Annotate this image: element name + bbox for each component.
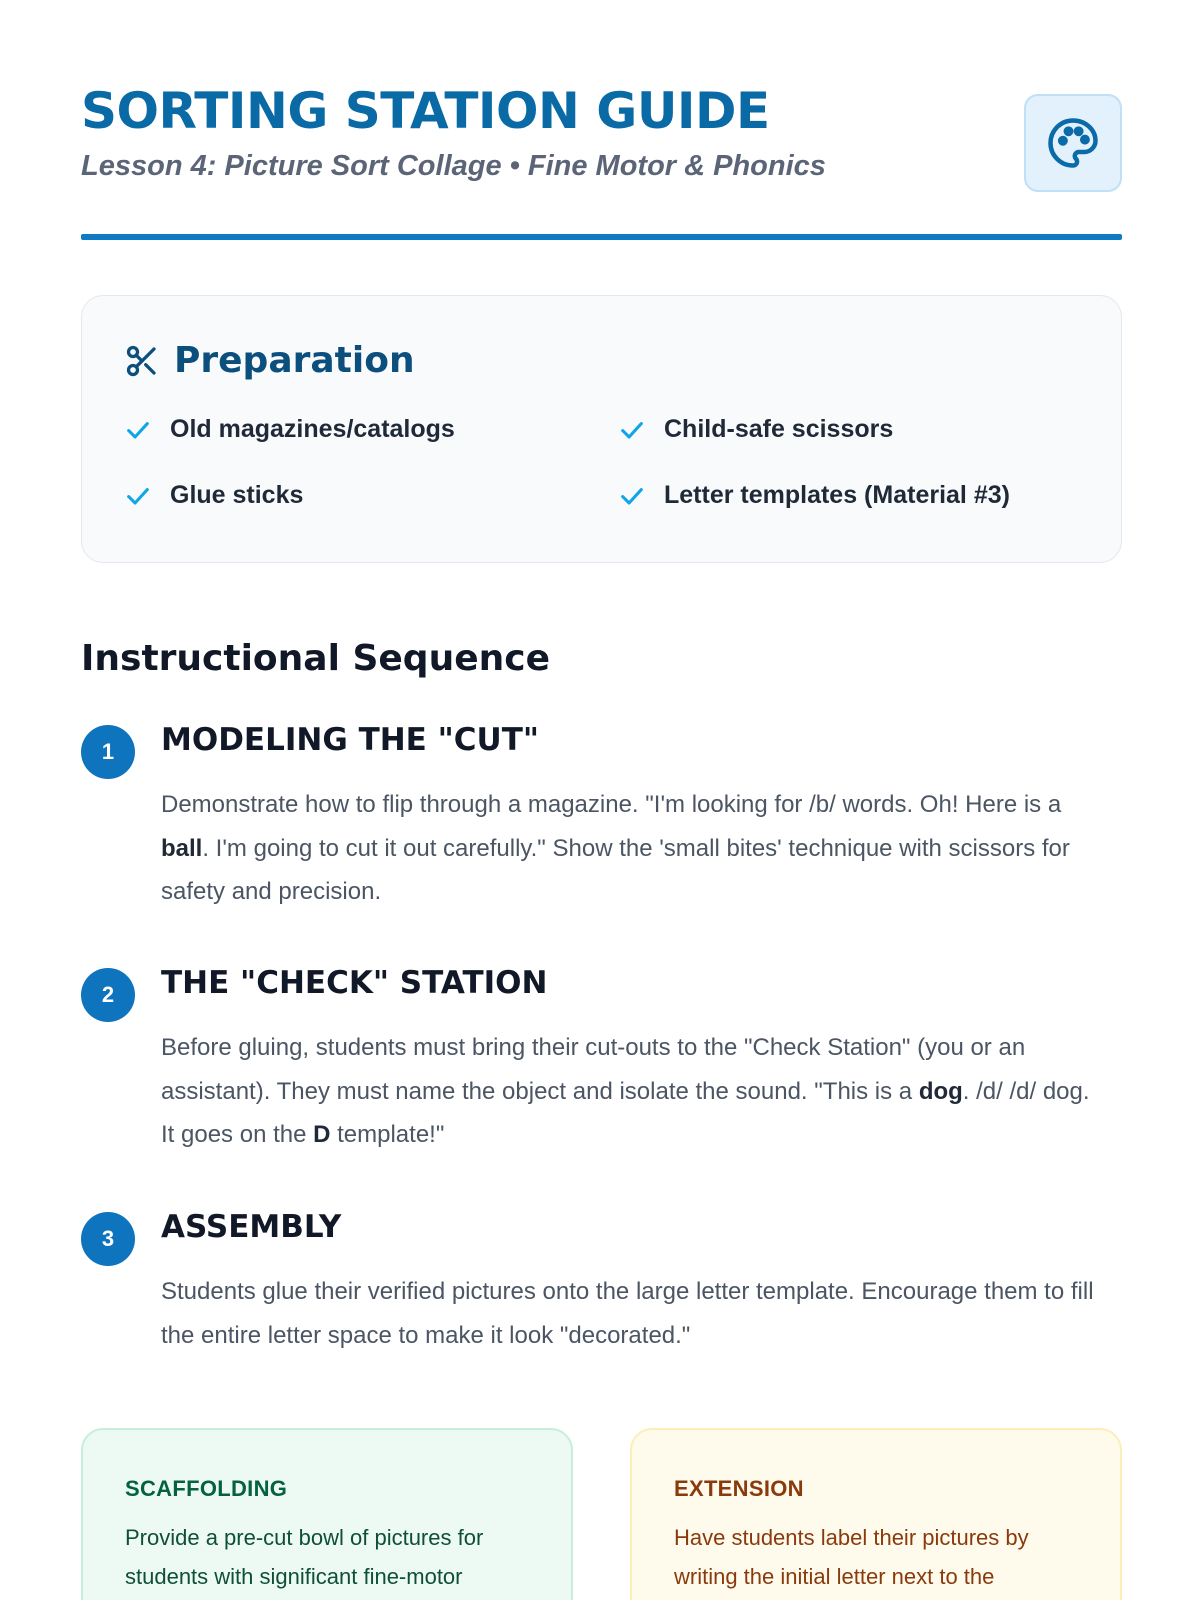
scaffolding-text: Provide a pre-cut bowl of pictures for students with significant fine-motor	[125, 1525, 484, 1589]
step-description: Students glue their verified pictures onto the large letter template. Encourage them to fill the entire letter space to make it look "decorated."	[161, 1278, 1094, 1349]
prep-item-label: Letter templates (Material #3)	[664, 481, 1010, 509]
page-title: SORTING STATION GUIDE	[81, 82, 770, 140]
prep-item	[618, 415, 893, 444]
prep-item-label: Old magazines/catalogs	[170, 415, 455, 443]
preparation-heading	[124, 340, 415, 381]
step-number-badge: 2	[81, 968, 135, 1022]
extension-card	[630, 1428, 1122, 1600]
step-description: Demonstrate how to flip through a magazine. "I'm looking for /b/ words. Oh! Here is a ball. I'm going to cut it out carefully." Show the 'small bites' technique with scissors for safety and precision.	[161, 791, 1070, 905]
checkmark-icon	[124, 416, 152, 444]
scissors-icon	[124, 343, 160, 379]
sequence-title: Instructional Sequence	[81, 638, 551, 679]
checkmark-icon	[618, 416, 646, 444]
scaffolding-card	[81, 1428, 573, 1600]
prep-item	[124, 481, 303, 510]
step-number-badge: 1	[81, 725, 135, 779]
prep-item-label: Glue sticks	[170, 481, 304, 509]
prep-item-label: Child-safe scissors	[664, 415, 894, 443]
checkmark-icon	[124, 482, 152, 510]
checkmark-icon	[618, 482, 646, 510]
step-description: Before gluing, students must bring their cut-outs to the "Check Station" (you or an assistant). They must name the object and isolate the sound. "This is a dog. /d/ /d/ dog. It goes on the D template!"	[161, 1034, 1090, 1148]
header	[81, 82, 1122, 242]
palette-button[interactable]	[1024, 94, 1122, 192]
step-heading: MODELING THE "CUT"	[161, 722, 540, 758]
prep-item	[124, 415, 455, 444]
preparation-card	[81, 295, 1122, 563]
page-subtitle: Lesson 4: Picture Sort Collage • Fine Motor & Phonics	[81, 150, 826, 182]
step-heading: THE "CHECK" STATION	[161, 965, 548, 1001]
prep-item	[618, 481, 1010, 510]
palette-icon	[1046, 116, 1100, 170]
preparation-title: Preparation	[174, 340, 415, 381]
step-heading: ASSEMBLY	[161, 1209, 342, 1245]
scaffolding-title: SCAFFOLDING	[125, 1476, 288, 1501]
header-divider	[81, 234, 1122, 240]
extension-title: EXTENSION	[674, 1476, 804, 1501]
step-number-badge: 3	[81, 1212, 135, 1266]
extension-text: Have students label their pictures by writing the initial letter next to the	[674, 1525, 1029, 1589]
